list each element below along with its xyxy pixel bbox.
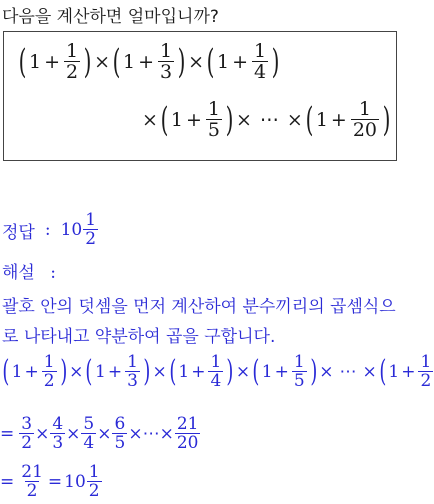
one: 1 bbox=[11, 362, 23, 382]
right-paren: ) bbox=[83, 42, 92, 82]
left-paren: ( bbox=[169, 354, 177, 390]
solution-text-line-2: 로 나타내고 약분하여 곱을 구합니다. bbox=[2, 327, 276, 347]
plus-sign: + bbox=[107, 362, 123, 382]
left-paren: ( bbox=[85, 354, 93, 390]
fraction-4-3: $\frac{4}{3}$ bbox=[52, 414, 64, 453]
one: 1 bbox=[170, 109, 183, 131]
plus-sign: + bbox=[191, 362, 206, 382]
fraction-6-5: $\frac{6}{5}$ bbox=[114, 414, 126, 453]
one: 1 bbox=[216, 51, 230, 73]
times-sign: × bbox=[235, 362, 251, 382]
plus-sign: + bbox=[186, 109, 202, 131]
question-text: 다음을 계산하면 얼마입니까? bbox=[2, 7, 219, 27]
fraction-1-3: $\frac{1}{3}$ bbox=[127, 352, 138, 391]
one: 1 bbox=[261, 362, 273, 382]
fraction-3-2: $\frac{3}{2}$ bbox=[21, 414, 33, 453]
plus-sign: + bbox=[330, 109, 347, 131]
equals-sign: = bbox=[0, 472, 15, 492]
times-sign: × bbox=[319, 362, 334, 382]
times-sign: × bbox=[362, 362, 377, 382]
ellipsis: ⋯ bbox=[259, 109, 279, 131]
times-sign: × bbox=[69, 362, 84, 382]
times-sign: × bbox=[236, 109, 252, 131]
one: 1 bbox=[178, 362, 190, 382]
times-sign: × bbox=[152, 362, 167, 382]
left-paren: ( bbox=[160, 100, 169, 140]
plus-sign: + bbox=[44, 51, 60, 73]
fraction-21-2: $\frac{21}{2}$ bbox=[21, 462, 43, 501]
left-paren: ( bbox=[252, 354, 260, 390]
left-paren: ( bbox=[206, 42, 215, 82]
solution-step-2 bbox=[0, 416, 201, 452]
left-paren: ( bbox=[379, 354, 387, 390]
expression-box bbox=[3, 31, 397, 161]
fraction-1-5: $\frac{1}{5}$ bbox=[293, 352, 305, 391]
answer-label: 정답 bbox=[2, 222, 35, 243]
answer-whole: 10 bbox=[60, 220, 83, 240]
result-fraction: $\frac{1}{2}$ bbox=[88, 462, 100, 501]
solution-colon: : bbox=[50, 263, 56, 283]
solution-step-1 bbox=[0, 354, 434, 390]
one: 1 bbox=[388, 362, 400, 382]
equals-sign: = bbox=[0, 424, 15, 444]
fraction-1-20: $\frac{1}{20}$ bbox=[352, 98, 378, 141]
times-sign: × bbox=[286, 109, 303, 131]
answer-colon: : bbox=[44, 220, 51, 240]
fraction-1-20-truncated: $\frac{1}{2}$ bbox=[420, 352, 432, 391]
fraction-1-5: $\frac{1}{5}$ bbox=[207, 98, 221, 141]
times-sign: × bbox=[188, 51, 204, 73]
right-paren: ) bbox=[177, 42, 186, 82]
ellipsis: ⋯ bbox=[142, 424, 160, 444]
times-sign: × bbox=[94, 51, 110, 73]
times-sign: × bbox=[35, 424, 50, 444]
times-sign: × bbox=[159, 424, 174, 444]
times-sign: × bbox=[97, 424, 112, 444]
one: 1 bbox=[94, 362, 106, 382]
plus-sign: + bbox=[138, 51, 154, 73]
solution-step-3 bbox=[0, 464, 103, 500]
ellipsis: ⋯ bbox=[339, 362, 357, 382]
right-paren: ) bbox=[225, 100, 234, 140]
fraction-1-2: $\frac{1}{2}$ bbox=[66, 40, 79, 83]
expression-row-2 bbox=[142, 100, 393, 140]
equals-sign: = bbox=[47, 472, 63, 492]
answer-fraction: $\frac{1}{2}$ bbox=[85, 210, 97, 249]
fraction-1-4: $\frac{1}{4}$ bbox=[254, 40, 267, 83]
solution-label: 해설 bbox=[2, 263, 35, 283]
left-paren: ( bbox=[112, 42, 121, 82]
plus-sign: + bbox=[401, 362, 416, 382]
plus-sign: + bbox=[274, 362, 289, 382]
fraction-1-3: $\frac{1}{3}$ bbox=[160, 40, 173, 83]
expression-row-1 bbox=[16, 42, 282, 82]
answer-line bbox=[2, 212, 99, 248]
fraction-1-4: $\frac{1}{4}$ bbox=[210, 352, 222, 391]
fraction-21-20: $\frac{21}{20}$ bbox=[176, 414, 199, 453]
right-paren: ) bbox=[271, 42, 280, 82]
result-whole: 10 bbox=[64, 472, 86, 492]
plus-sign: + bbox=[232, 51, 248, 73]
one: 1 bbox=[315, 109, 328, 131]
fraction-5-4: $\frac{5}{4}$ bbox=[83, 414, 95, 453]
fraction-1-2: $\frac{1}{2}$ bbox=[43, 352, 55, 391]
solution-heading bbox=[2, 258, 56, 283]
times-sign: × bbox=[142, 109, 158, 131]
right-paren: ) bbox=[59, 354, 67, 390]
right-paren: ) bbox=[143, 354, 151, 390]
times-sign: × bbox=[128, 424, 143, 444]
plus-sign: + bbox=[24, 362, 39, 382]
right-paren: ) bbox=[309, 354, 317, 390]
left-paren: ( bbox=[2, 354, 10, 390]
solution-text-line-1: 괄호 안의 덧셈을 먼저 계산하여 분수끼리의 곱셈식으 bbox=[2, 297, 396, 317]
times-sign: × bbox=[66, 424, 81, 444]
left-paren: ( bbox=[305, 100, 314, 140]
one: 1 bbox=[28, 51, 42, 73]
one: 1 bbox=[122, 51, 136, 73]
left-paren: ( bbox=[18, 42, 27, 82]
right-paren: ) bbox=[226, 354, 234, 390]
right-paren: ) bbox=[382, 100, 391, 140]
